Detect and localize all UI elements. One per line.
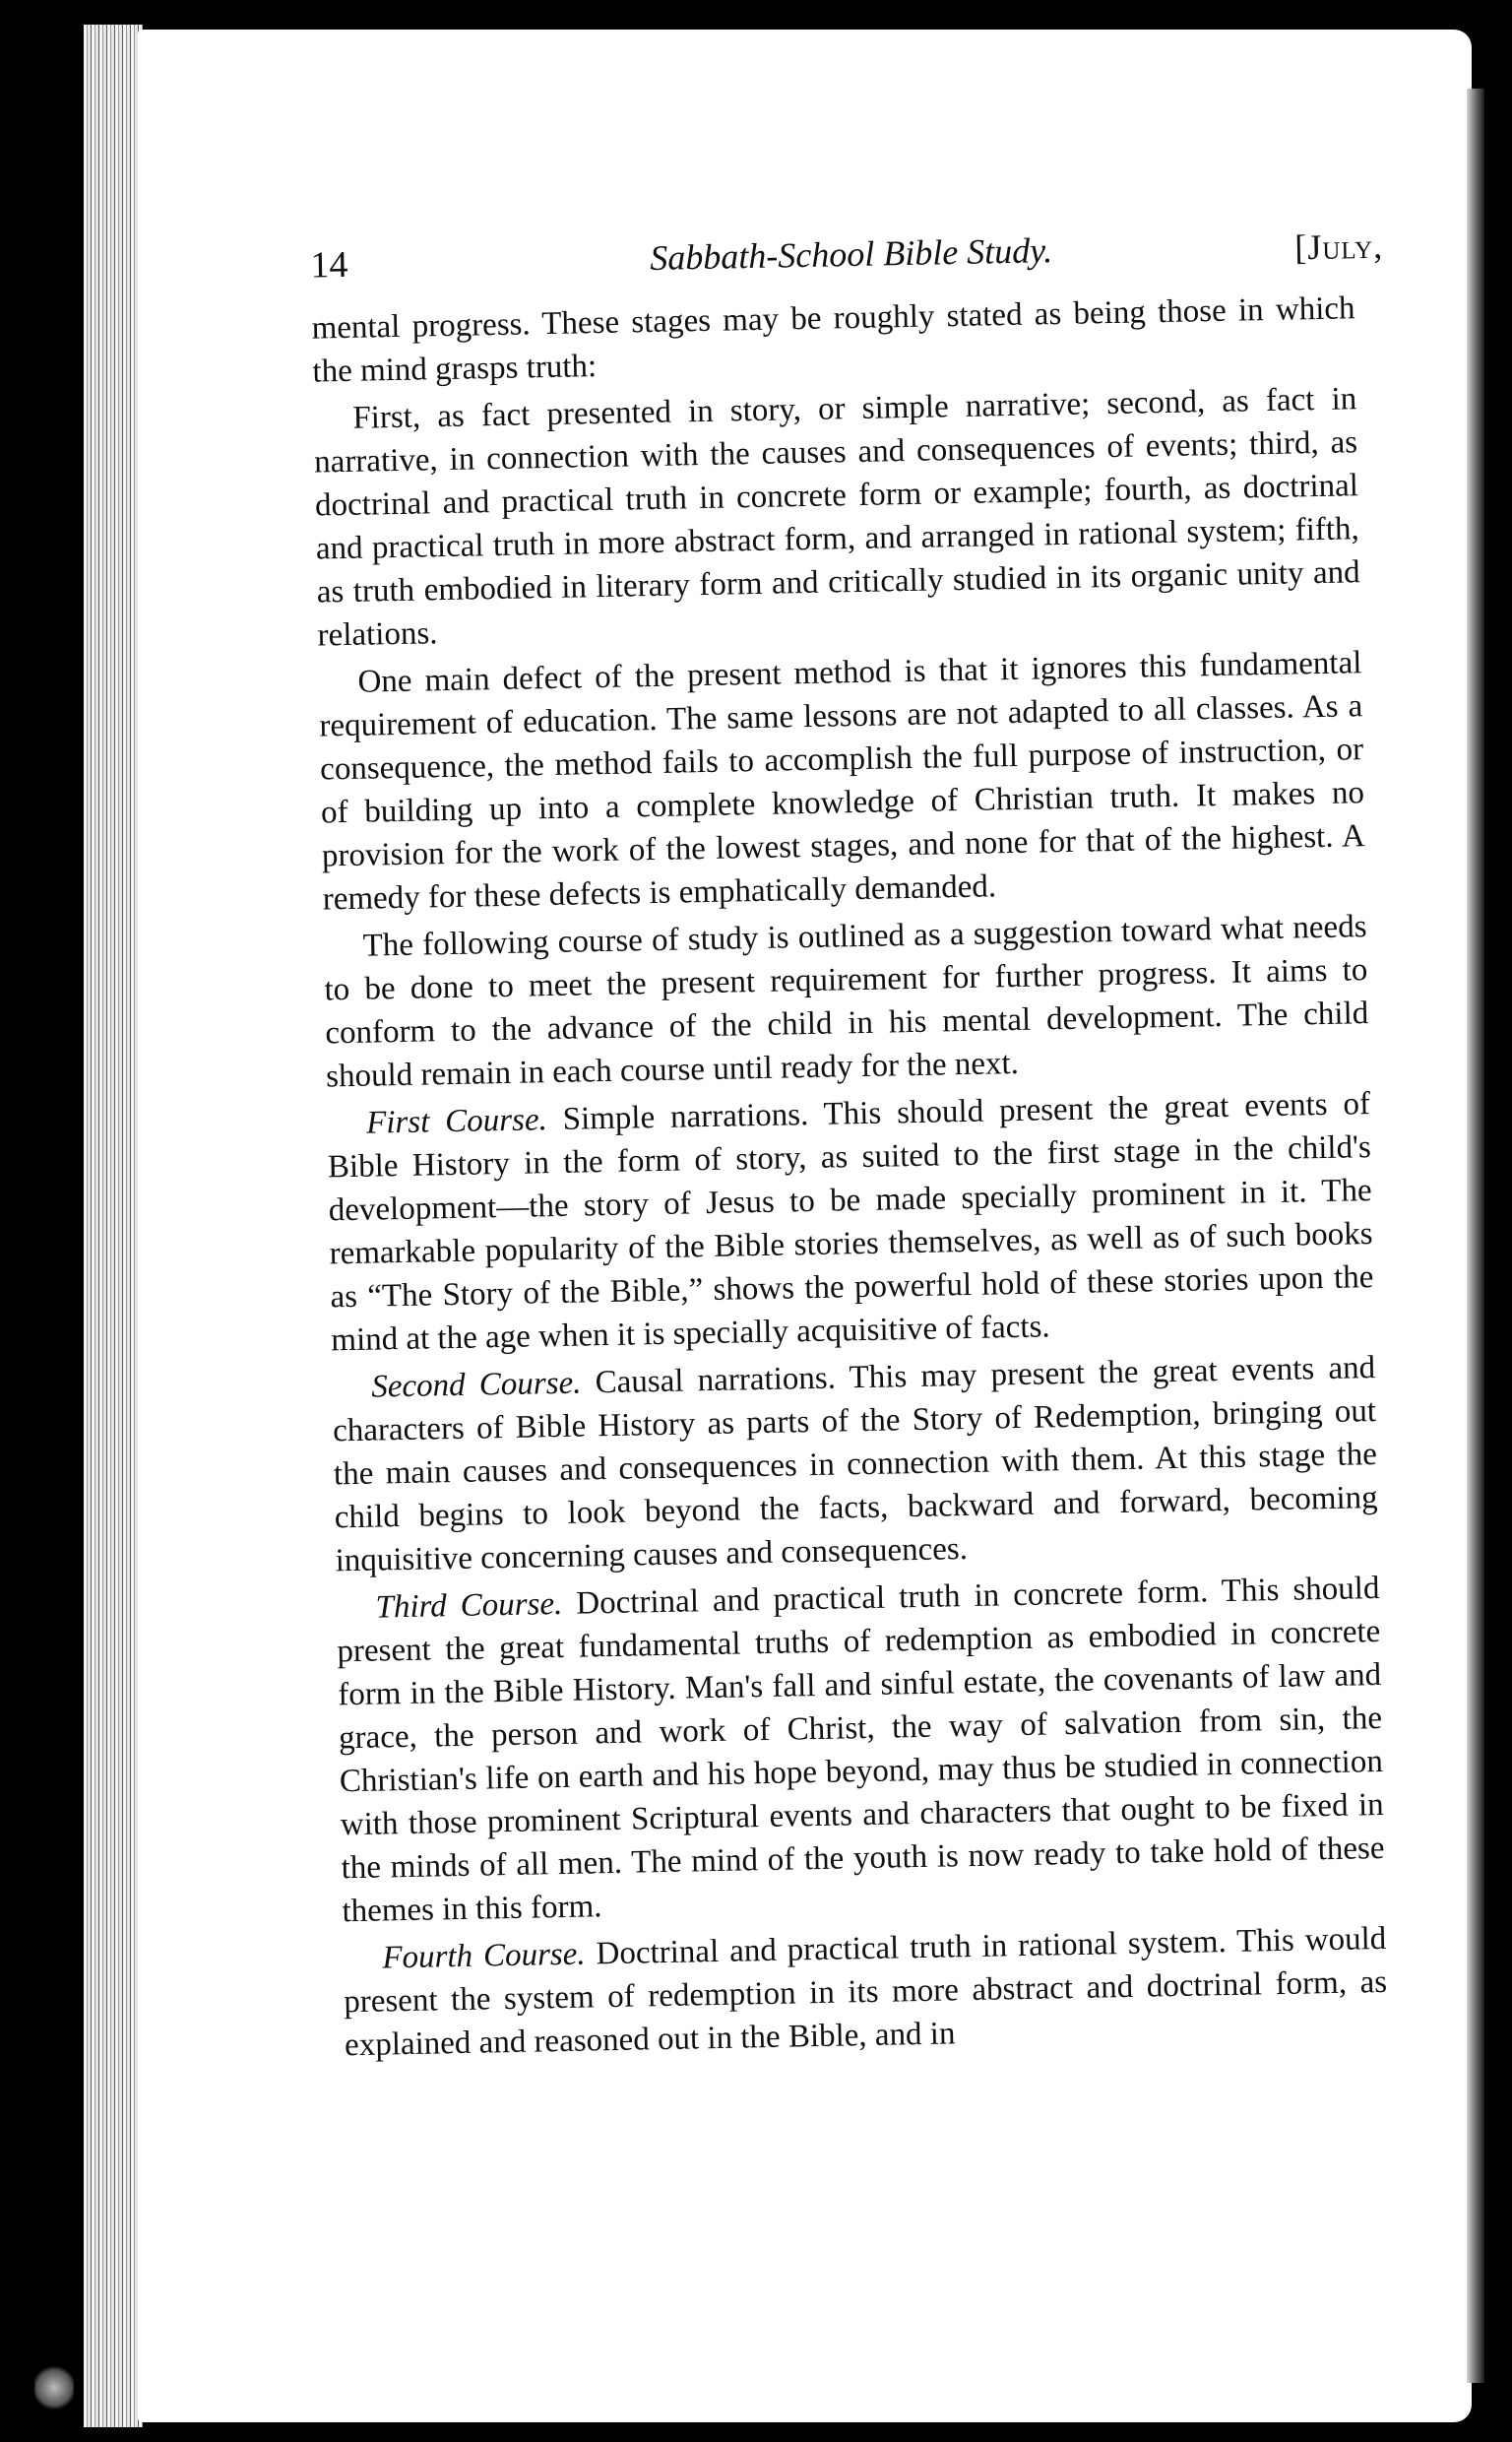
course-text: Doctrinal and practical truth in concrete form. This should present the great fundamental truths of redemption as embodied in concrete form in the Bible History. Man's fall and sinful estate, the covenants of law and grace, the person and work of Christ, the way of salvation from sin, the Christian's life on earth and his hope beyond, may thus be studied in connection with those prominent Scriptural events and characters that ought to be fixed in the minds of all men. The mind of the youth is now ready to take hold of these themes in this form. <box>337 1570 1385 1930</box>
scan-smudge <box>34 2363 74 2412</box>
course-paragraph <box>343 1917 1388 2067</box>
course-heading: Third Course. <box>375 1585 563 1626</box>
paragraph: mental progress. These stages may be roughly stated as being those in which the mind grasps truth: <box>311 290 1355 390</box>
paragraph: First, as fact presented in story, or simple narrative; second, as fact in narrative, in connection with the causes and consequences of events; third, as doctrinal and practical truth in concrete form or example; fourth, as doctrinal and practical truth in more abstract form, and arranged in rational system; fifth, as truth embodied in literary form and critically studied in its organic unity and relations. <box>313 381 1360 654</box>
course-heading: First Course. <box>365 1102 548 1141</box>
body-text <box>311 287 1388 2067</box>
course-text: Doctrinal and practical truth in rational system. This would present the system of redemption in its more abstract and doctrinal form, as explained and reasoned out in the Bible, and in <box>343 1920 1388 2064</box>
course-paragraph <box>332 1346 1379 1582</box>
paragraph: One main defect of the present method is that it ignores this fundamental requirement of education. The same lessons are not adapted to all classes. As a consequence, the method fails to accomplish the full purpose of instruction, or of building up into a complete knowledge of Christian truth. It makes no provision for the work of the lowest stages, and none for that of the highest. A remedy for these defects is emphatically demanded. <box>319 645 1366 918</box>
course-text: Causal narrations. This may present the great events and characters of Bible History as parts of the Story of Redemption, bringing out the main causes and consequences in connection with them. At this stage the child begins to look beyond the facts, backward and forward, becoming inquisitive concerning causes and consequences. <box>332 1350 1378 1579</box>
page-number: 14 <box>309 243 348 287</box>
course-paragraph <box>327 1082 1375 1362</box>
course-heading: Fourth Course. <box>382 1936 586 1976</box>
page-text-block <box>187 224 1410 2412</box>
course-paragraph <box>336 1567 1386 1933</box>
page-right-edge <box>1467 89 1484 2383</box>
running-title: Sabbath-School Bible Study. <box>649 230 1053 278</box>
course-text: Simple narrations. This should present the great events of Bible History in the form of story, as suited to the first stage in the child's development—the story of Jesus to be made specially prominent in it. The remarkable popularity of the Bible stories themselves, as well as of such books as “The Story of the Bible,” shows the powerful hold of these stories upon the mind at the age when it is specially acquisitive of facts. <box>327 1086 1374 1359</box>
paragraph: The following course of study is outlined as a suggestion toward what needs to be done to meet the present requirement for further progress. It aims to conform to the advance of the child in his mental development. The child should remain in each course until ready for the next. <box>324 909 1369 1095</box>
course-heading: Second Course. <box>370 1365 582 1405</box>
issue-label: [July, <box>1293 225 1384 268</box>
page-stack-edge <box>84 25 143 2427</box>
